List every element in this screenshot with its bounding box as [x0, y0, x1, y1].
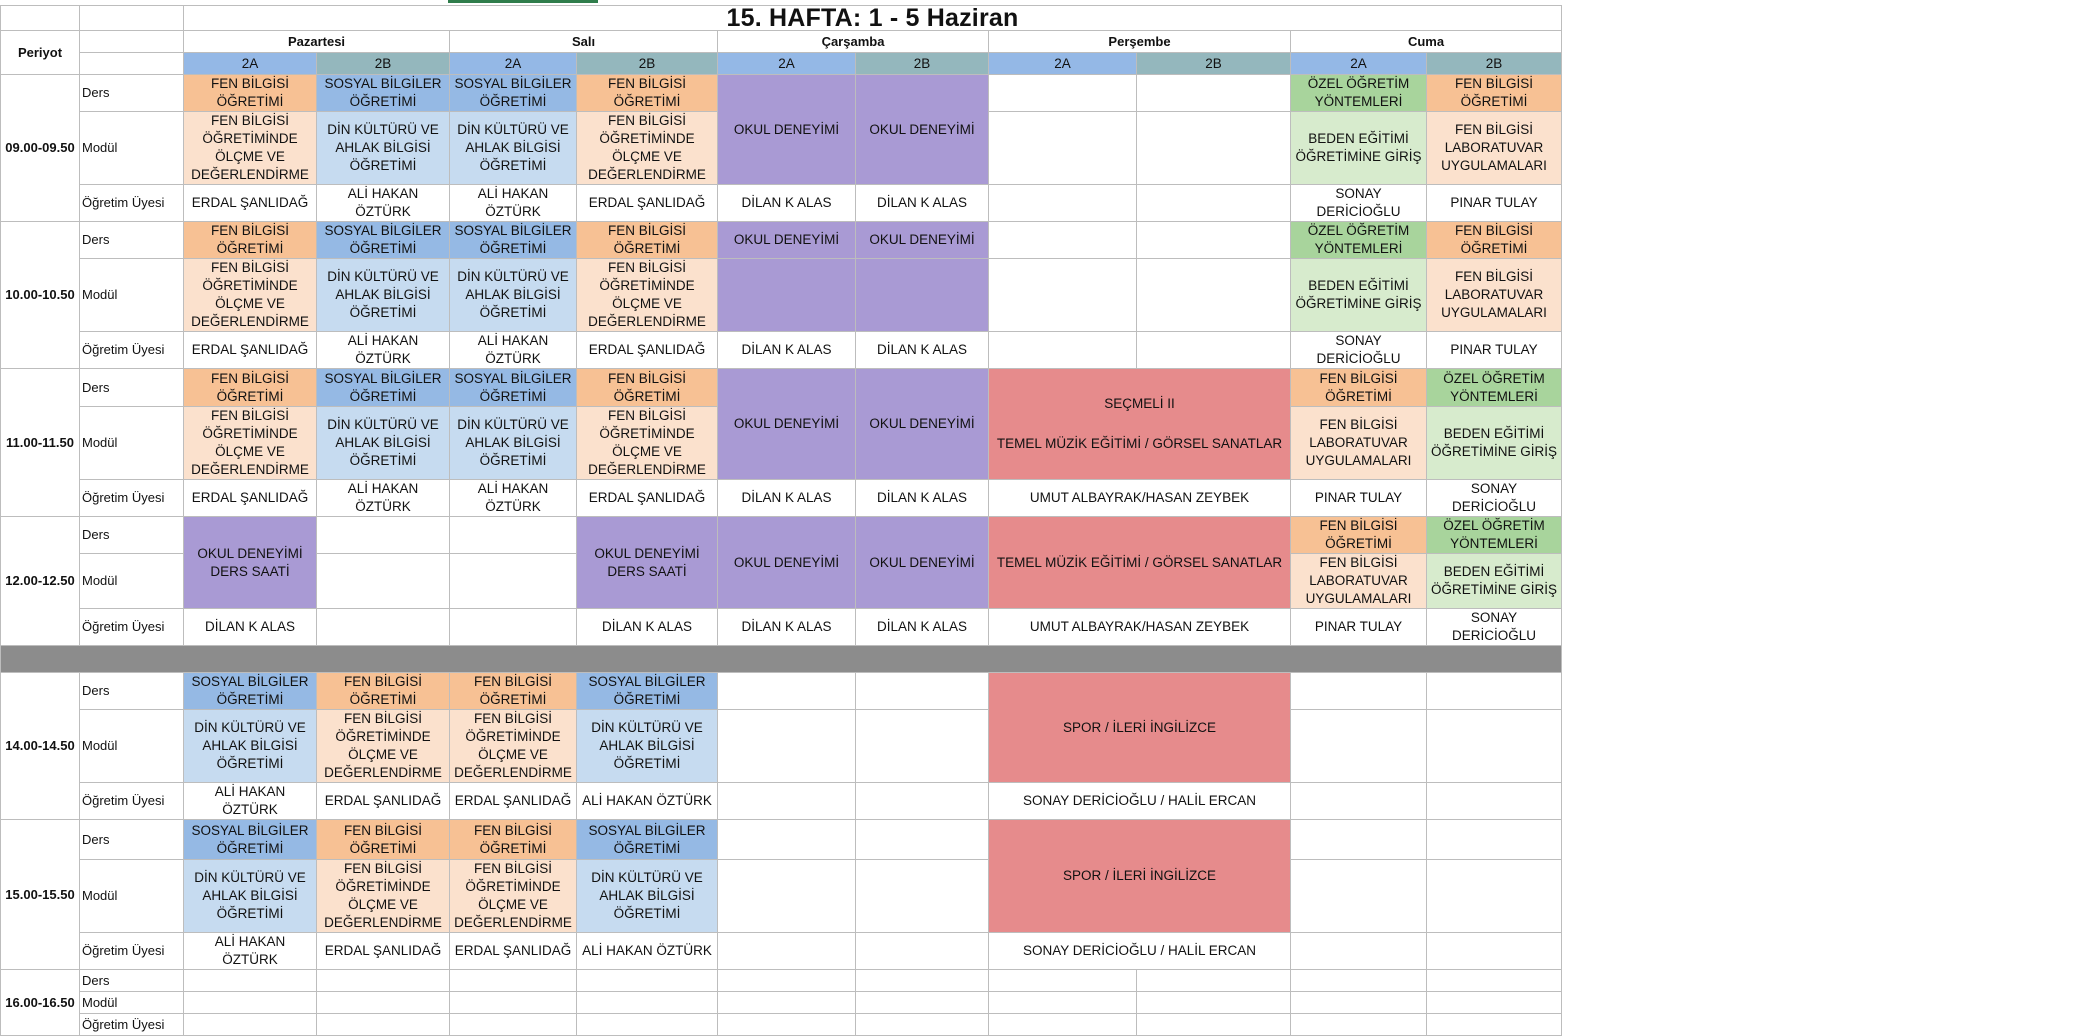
teacher-cell[interactable]: ERDAL ŞANLIDAĞ: [317, 933, 450, 970]
class-header-2a[interactable]: 2A: [450, 53, 577, 75]
row-label-ders[interactable]: Ders: [80, 517, 184, 554]
module-cell[interactable]: FEN BİLGİSİ LABORATUVAR UYGULAMALARI: [1291, 407, 1427, 480]
course-cell[interactable]: FEN BİLGİSİ ÖĞRETİMİ: [1291, 517, 1427, 554]
cell[interactable]: [718, 820, 856, 860]
teacher-cell[interactable]: ERDAL ŞANLIDAĞ: [184, 185, 317, 222]
teacher-cell[interactable]: ALİ HAKAN ÖZTÜRK: [184, 783, 317, 820]
course-cell[interactable]: OKUL DENEYİMİ: [856, 75, 989, 185]
cell[interactable]: [450, 554, 577, 609]
class-header-2b[interactable]: 2B: [577, 53, 718, 75]
teacher-cell[interactable]: ALİ HAKAN ÖZTÜRK: [577, 783, 718, 820]
module-cell[interactable]: FEN BİLGİSİ ÖĞRETİMİNDE ÖLÇME VE DEĞERLENDİRME: [577, 112, 718, 185]
teacher-cell[interactable]: PINAR TULAY: [1291, 480, 1427, 517]
cell[interactable]: [989, 112, 1137, 185]
cell[interactable]: [718, 710, 856, 783]
cell[interactable]: [1291, 860, 1427, 933]
cell[interactable]: [856, 783, 989, 820]
cell[interactable]: [317, 1014, 450, 1036]
row-label-ogretim[interactable]: Öğretim Üyesi: [80, 1014, 184, 1036]
teacher-cell[interactable]: PINAR TULAY: [1291, 609, 1427, 646]
cell[interactable]: [989, 185, 1137, 222]
teacher-cell[interactable]: SONAY DERİCİOĞLU / HALİL ERCAN: [989, 783, 1291, 820]
module-cell[interactable]: BEDEN EĞİTİMİ ÖĞRETİMİNE GİRİŞ: [1427, 407, 1562, 480]
cell[interactable]: [989, 970, 1137, 992]
row-label-ders[interactable]: Ders: [80, 369, 184, 407]
period-cell[interactable]: 09.00-09.50: [1, 75, 80, 222]
teacher-cell[interactable]: ALİ HAKAN ÖZTÜRK: [450, 332, 577, 369]
teacher-cell[interactable]: ERDAL ŞANLIDAĞ: [577, 332, 718, 369]
cell[interactable]: [989, 332, 1137, 369]
cell[interactable]: [856, 933, 989, 970]
teacher-cell[interactable]: ALİ HAKAN ÖZTÜRK: [317, 332, 450, 369]
module-cell[interactable]: DİN KÜLTÜRÜ VE AHLAK BİLGİSİ ÖĞRETİMİ: [317, 259, 450, 332]
module-cell[interactable]: FEN BİLGİSİ ÖĞRETİMİNDE ÖLÇME VE DEĞERLENDİRME: [450, 860, 577, 933]
module-cell[interactable]: DİN KÜLTÜRÜ VE AHLAK BİLGİSİ ÖĞRETİMİ: [577, 860, 718, 933]
teacher-cell[interactable]: ERDAL ŞANLIDAĞ: [577, 185, 718, 222]
cell[interactable]: [1137, 992, 1291, 1014]
cell[interactable]: [1137, 185, 1291, 222]
module-cell[interactable]: DİN KÜLTÜRÜ VE AHLAK BİLGİSİ ÖĞRETİMİ: [184, 860, 317, 933]
course-cell[interactable]: FEN BİLGİSİ ÖĞRETİMİ: [1427, 222, 1562, 259]
teacher-cell[interactable]: ALİ HAKAN ÖZTÜRK: [450, 480, 577, 517]
teacher-cell[interactable]: UMUT ALBAYRAK/HASAN ZEYBEK: [989, 609, 1291, 646]
teacher-cell[interactable]: ERDAL ŞANLIDAĞ: [450, 933, 577, 970]
day-header-tuesday[interactable]: Salı: [450, 31, 718, 53]
row-label-ogretim[interactable]: Öğretim Üyesi: [80, 783, 184, 820]
module-cell[interactable]: FEN BİLGİSİ ÖĞRETİMİNDE ÖLÇME VE DEĞERLENDİRME: [184, 259, 317, 332]
module-cell[interactable]: DİN KÜLTÜRÜ VE AHLAK BİLGİSİ ÖĞRETİMİ: [450, 259, 577, 332]
course-cell[interactable]: ÖZEL ÖĞRETİM YÖNTEMLERİ: [1291, 222, 1427, 259]
course-cell[interactable]: OKUL DENEYİMİ: [718, 517, 856, 609]
cell[interactable]: [1291, 1014, 1427, 1036]
cell[interactable]: [856, 992, 989, 1014]
cell[interactable]: [577, 992, 718, 1014]
cell[interactable]: [856, 860, 989, 933]
elective-title: SEÇMELİ II: [1104, 396, 1175, 411]
cell[interactable]: [1427, 673, 1562, 710]
row-label-ders[interactable]: Ders: [80, 673, 184, 710]
course-cell[interactable]: FEN BİLGİSİ ÖĞRETİMİ: [184, 75, 317, 112]
row-label-ogretim[interactable]: Öğretim Üyesi: [80, 480, 184, 517]
cell[interactable]: [989, 992, 1137, 1014]
module-cell[interactable]: FEN BİLGİSİ LABORATUVAR UYGULAMALARI: [1291, 554, 1427, 609]
cell[interactable]: [577, 1014, 718, 1036]
cell[interactable]: [450, 992, 577, 1014]
course-cell[interactable]: OKUL DENEYİMİ: [718, 222, 856, 259]
cell[interactable]: [1137, 332, 1291, 369]
cell[interactable]: [1291, 992, 1427, 1014]
teacher-cell[interactable]: ERDAL ŞANLIDAĞ: [184, 332, 317, 369]
lunch-break-bar: [1, 646, 1562, 673]
cell[interactable]: [989, 259, 1137, 332]
module-cell[interactable]: DİN KÜLTÜRÜ VE AHLAK BİLGİSİ ÖĞRETİMİ: [184, 710, 317, 783]
cell[interactable]: [1137, 75, 1291, 112]
cell[interactable]: [184, 970, 317, 992]
cell[interactable]: [1137, 259, 1291, 332]
course-cell[interactable]: ÖZEL ÖĞRETİM YÖNTEMLERİ: [1427, 369, 1562, 407]
cell[interactable]: [450, 1014, 577, 1036]
teacher-cell[interactable]: SONAY DERİCİOĞLU / HALİL ERCAN: [989, 933, 1291, 970]
row-label-modul[interactable]: Modül: [80, 710, 184, 783]
teacher-cell[interactable]: ERDAL ŞANLIDAĞ: [184, 480, 317, 517]
course-cell[interactable]: OKUL DENEYİMİ: [856, 517, 989, 609]
module-cell[interactable]: FEN BİLGİSİ ÖĞRETİMİNDE ÖLÇME VE DEĞERLENDİRME: [577, 259, 718, 332]
cell[interactable]: [1427, 820, 1562, 860]
elective-courses: TEMEL MÜZİK EĞİTİMİ / GÖRSEL SANATLAR: [996, 436, 1283, 451]
cell[interactable]: [856, 1014, 989, 1036]
period-header[interactable]: Periyot: [1, 31, 80, 75]
day-header-monday[interactable]: Pazartesi: [184, 31, 450, 53]
course-cell[interactable]: FEN BİLGİSİ ÖĞRETİMİ: [577, 75, 718, 112]
class-header-2a[interactable]: 2A: [718, 53, 856, 75]
module-cell[interactable]: DİN KÜLTÜRÜ VE AHLAK BİLGİSİ ÖĞRETİMİ: [450, 112, 577, 185]
day-header-thursday[interactable]: Perşembe: [989, 31, 1291, 53]
teacher-cell[interactable]: SONAY DERİCİOĞLU: [1291, 332, 1427, 369]
course-cell[interactable]: SOSYAL BİLGİLER ÖĞRETİMİ: [184, 673, 317, 710]
course-cell[interactable]: FEN BİLGİSİ ÖĞRETİMİ: [450, 673, 577, 710]
cell[interactable]: [856, 970, 989, 992]
module-cell[interactable]: FEN BİLGİSİ ÖĞRETİMİNDE ÖLÇME VE DEĞERLENDİRME: [577, 407, 718, 480]
teacher-cell[interactable]: DİLAN K ALAS: [718, 332, 856, 369]
cell[interactable]: [856, 259, 989, 332]
teacher-cell[interactable]: DİLAN K ALAS: [577, 609, 718, 646]
cell[interactable]: [1291, 710, 1427, 783]
cell[interactable]: [856, 710, 989, 783]
teacher-cell[interactable]: DİLAN K ALAS: [718, 609, 856, 646]
row-label-modul[interactable]: Modül: [80, 554, 184, 609]
teacher-cell[interactable]: ERDAL ŞANLIDAĞ: [317, 783, 450, 820]
course-cell[interactable]: SOSYAL BİLGİLER ÖĞRETİMİ: [317, 222, 450, 259]
module-cell[interactable]: DİN KÜLTÜRÜ VE AHLAK BİLGİSİ ÖĞRETİMİ: [317, 112, 450, 185]
cell[interactable]: [856, 820, 989, 860]
course-cell[interactable]: SOSYAL BİLGİLER ÖĞRETİMİ: [184, 820, 317, 860]
cell[interactable]: [718, 783, 856, 820]
module-cell[interactable]: BEDEN EĞİTİMİ ÖĞRETİMİNE GİRİŞ: [1427, 554, 1562, 609]
cell[interactable]: [1291, 783, 1427, 820]
course-cell[interactable]: OKUL DENEYİMİ: [856, 222, 989, 259]
module-cell[interactable]: FEN BİLGİSİ ÖĞRETİMİNDE ÖLÇME VE DEĞERLENDİRME: [317, 860, 450, 933]
period-cell[interactable]: 10.00-10.50: [1, 222, 80, 369]
course-cell[interactable]: SOSYAL BİLGİLER ÖĞRETİMİ: [450, 75, 577, 112]
cell[interactable]: [989, 1014, 1137, 1036]
row-label-ogretim[interactable]: Öğretim Üyesi: [80, 185, 184, 222]
row-label-ogretim[interactable]: Öğretim Üyesi: [80, 933, 184, 970]
module-cell[interactable]: DİN KÜLTÜRÜ VE AHLAK BİLGİSİ ÖĞRETİMİ: [577, 710, 718, 783]
elective-cell[interactable]: SPOR / İLERİ İNGİLİZCE: [989, 673, 1291, 783]
row-label-ders[interactable]: Ders: [80, 970, 184, 992]
cell[interactable]: [718, 1014, 856, 1036]
cell[interactable]: [989, 222, 1137, 259]
course-cell[interactable]: OKUL DENEYİMİ DERS SAATİ: [184, 517, 317, 609]
row-label-modul[interactable]: Modül: [80, 860, 184, 933]
teacher-cell[interactable]: ERDAL ŞANLIDAĞ: [577, 480, 718, 517]
cell[interactable]: [1, 6, 80, 31]
class-header-2a[interactable]: 2A: [184, 53, 317, 75]
teacher-cell[interactable]: PINAR TULAY: [1427, 185, 1562, 222]
cell[interactable]: [1137, 112, 1291, 185]
course-cell[interactable]: FEN BİLGİSİ ÖĞRETİMİ: [184, 369, 317, 407]
course-cell[interactable]: FEN BİLGİSİ ÖĞRETİMİ: [317, 820, 450, 860]
cell[interactable]: [184, 1014, 317, 1036]
course-cell[interactable]: FEN BİLGİSİ ÖĞRETİMİ: [317, 673, 450, 710]
module-cell[interactable]: DİN KÜLTÜRÜ VE AHLAK BİLGİSİ ÖĞRETİMİ: [450, 407, 577, 480]
cell[interactable]: [80, 31, 184, 53]
course-cell[interactable]: SOSYAL BİLGİLER ÖĞRETİMİ: [577, 673, 718, 710]
course-cell[interactable]: OKUL DENEYİMİ: [718, 369, 856, 480]
course-cell[interactable]: SOSYAL BİLGİLER ÖĞRETİMİ: [577, 820, 718, 860]
course-cell[interactable]: FEN BİLGİSİ ÖĞRETİMİ: [1427, 75, 1562, 112]
period-cell[interactable]: 16.00-16.50: [1, 970, 80, 1036]
teacher-cell[interactable]: DİLAN K ALAS: [718, 185, 856, 222]
day-header-wednesday[interactable]: Çarşamba: [718, 31, 989, 53]
teacher-cell[interactable]: ALİ HAKAN ÖZTÜRK: [450, 185, 577, 222]
teacher-cell[interactable]: DİLAN K ALAS: [718, 480, 856, 517]
teacher-cell[interactable]: DİLAN K ALAS: [856, 480, 989, 517]
row-label-modul[interactable]: Modül: [80, 259, 184, 332]
cell[interactable]: [450, 517, 577, 554]
cell[interactable]: [1427, 970, 1562, 992]
cell[interactable]: [317, 517, 450, 554]
cell[interactable]: [1137, 1014, 1291, 1036]
period-cell[interactable]: 15.00-15.50: [1, 820, 80, 970]
module-cell[interactable]: BEDEN EĞİTİMİ ÖĞRETİMİNE GİRİŞ: [1291, 259, 1427, 332]
row-label-modul[interactable]: Modül: [80, 112, 184, 185]
schedule-title[interactable]: 15. HAFTA: 1 - 5 Haziran: [184, 6, 1562, 31]
day-header-friday[interactable]: Cuma: [1291, 31, 1562, 53]
course-cell[interactable]: FEN BİLGİSİ ÖĞRETİMİ: [577, 222, 718, 259]
teacher-cell[interactable]: SONAY DERİCİOĞLU: [1427, 480, 1562, 517]
course-cell[interactable]: OKUL DENEYİMİ: [718, 75, 856, 185]
cell[interactable]: [1137, 222, 1291, 259]
class-header-2b[interactable]: 2B: [317, 53, 450, 75]
module-cell[interactable]: FEN BİLGİSİ ÖĞRETİMİNDE ÖLÇME VE DEĞERLENDİRME: [317, 710, 450, 783]
cell[interactable]: [718, 259, 856, 332]
course-cell[interactable]: FEN BİLGİSİ ÖĞRETİMİ: [577, 369, 718, 407]
course-cell[interactable]: SOSYAL BİLGİLER ÖĞRETİMİ: [317, 75, 450, 112]
teacher-cell[interactable]: ALİ HAKAN ÖZTÜRK: [577, 933, 718, 970]
teacher-cell[interactable]: SONAY DERİCİOĞLU: [1291, 185, 1427, 222]
cell[interactable]: [718, 970, 856, 992]
module-cell[interactable]: FEN BİLGİSİ LABORATUVAR UYGULAMALARI: [1427, 259, 1562, 332]
cell[interactable]: [450, 609, 577, 646]
row-label-modul[interactable]: Modül: [80, 407, 184, 480]
cell[interactable]: [80, 6, 184, 31]
course-cell[interactable]: OKUL DENEYİMİ: [856, 369, 989, 480]
period-cell[interactable]: 14.00-14.50: [1, 673, 80, 820]
cell[interactable]: [450, 970, 577, 992]
cell[interactable]: [856, 673, 989, 710]
active-sheet-tab-indicator: [448, 0, 598, 3]
schedule-table: [0, 5, 1562, 1036]
cell[interactable]: [718, 992, 856, 1014]
elective-cell[interactable]: [989, 369, 1291, 480]
cell[interactable]: [1291, 820, 1427, 860]
cell[interactable]: [718, 933, 856, 970]
row-label-ogretim[interactable]: Öğretim Üyesi: [80, 332, 184, 369]
cell[interactable]: [1427, 860, 1562, 933]
cell[interactable]: [1427, 710, 1562, 783]
teacher-cell[interactable]: DİLAN K ALAS: [184, 609, 317, 646]
class-header-2b[interactable]: 2B: [1427, 53, 1562, 75]
teacher-cell[interactable]: PINAR TULAY: [1427, 332, 1562, 369]
cell[interactable]: [1291, 970, 1427, 992]
cell[interactable]: [317, 992, 450, 1014]
teacher-cell[interactable]: ALİ HAKAN ÖZTÜRK: [184, 933, 317, 970]
cell[interactable]: [1427, 992, 1562, 1014]
cell[interactable]: [718, 860, 856, 933]
teacher-cell[interactable]: ALİ HAKAN ÖZTÜRK: [317, 185, 450, 222]
course-cell[interactable]: SOSYAL BİLGİLER ÖĞRETİMİ: [450, 222, 577, 259]
teacher-cell[interactable]: SONAY DERİCİOĞLU: [1427, 609, 1562, 646]
course-cell[interactable]: OKUL DENEYİMİ DERS SAATİ: [577, 517, 718, 609]
module-cell[interactable]: FEN BİLGİSİ LABORATUVAR UYGULAMALARI: [1427, 112, 1562, 185]
row-label-ders[interactable]: Ders: [80, 75, 184, 112]
teacher-cell[interactable]: ERDAL ŞANLIDAĞ: [450, 783, 577, 820]
cell[interactable]: [1291, 933, 1427, 970]
row-label-ders[interactable]: Ders: [80, 820, 184, 860]
cell[interactable]: [1427, 933, 1562, 970]
cell[interactable]: [184, 992, 317, 1014]
cell[interactable]: [1427, 1014, 1562, 1036]
cell[interactable]: [317, 609, 450, 646]
period-cell[interactable]: 12.00-12.50: [1, 517, 80, 646]
teacher-cell[interactable]: DİLAN K ALAS: [856, 609, 989, 646]
cell[interactable]: [577, 970, 718, 992]
period-cell[interactable]: 11.00-11.50: [1, 369, 80, 517]
cell[interactable]: [1291, 673, 1427, 710]
module-cell[interactable]: FEN BİLGİSİ ÖĞRETİMİNDE ÖLÇME VE DEĞERLENDİRME: [184, 407, 317, 480]
cell[interactable]: [80, 53, 184, 75]
module-cell[interactable]: BEDEN EĞİTİMİ ÖĞRETİMİNE GİRİŞ: [1291, 112, 1427, 185]
cell[interactable]: [1137, 970, 1291, 992]
teacher-cell[interactable]: DİLAN K ALAS: [856, 185, 989, 222]
cell[interactable]: [317, 970, 450, 992]
class-header-2a[interactable]: 2A: [989, 53, 1137, 75]
course-cell[interactable]: FEN BİLGİSİ ÖĞRETİMİ: [450, 820, 577, 860]
course-cell[interactable]: FEN BİLGİSİ ÖĞRETİMİ: [184, 222, 317, 259]
cell[interactable]: [989, 75, 1137, 112]
course-cell[interactable]: ÖZEL ÖĞRETİM YÖNTEMLERİ: [1291, 75, 1427, 112]
course-cell[interactable]: SOSYAL BİLGİLER ÖĞRETİMİ: [317, 369, 450, 407]
cell[interactable]: [317, 554, 450, 609]
module-cell[interactable]: FEN BİLGİSİ ÖĞRETİMİNDE ÖLÇME VE DEĞERLENDİRME: [450, 710, 577, 783]
teacher-cell[interactable]: DİLAN K ALAS: [856, 332, 989, 369]
cell[interactable]: [718, 673, 856, 710]
module-cell[interactable]: FEN BİLGİSİ ÖĞRETİMİNDE ÖLÇME VE DEĞERLENDİRME: [184, 112, 317, 185]
teacher-cell[interactable]: ALİ HAKAN ÖZTÜRK: [317, 480, 450, 517]
elective-cell[interactable]: SPOR / İLERİ İNGİLİZCE: [989, 820, 1291, 933]
cell[interactable]: [1427, 783, 1562, 820]
row-label-ogretim[interactable]: Öğretim Üyesi: [80, 609, 184, 646]
course-cell[interactable]: SOSYAL BİLGİLER ÖĞRETİMİ: [450, 369, 577, 407]
row-label-ders[interactable]: Ders: [80, 222, 184, 259]
class-header-2b[interactable]: 2B: [1137, 53, 1291, 75]
row-label-modul[interactable]: Modül: [80, 992, 184, 1014]
course-cell[interactable]: FEN BİLGİSİ ÖĞRETİMİ: [1291, 369, 1427, 407]
teacher-cell[interactable]: UMUT ALBAYRAK/HASAN ZEYBEK: [989, 480, 1291, 517]
module-cell[interactable]: DİN KÜLTÜRÜ VE AHLAK BİLGİSİ ÖĞRETİMİ: [317, 407, 450, 480]
elective-cell[interactable]: TEMEL MÜZİK EĞİTİMİ / GÖRSEL SANATLAR: [989, 517, 1291, 609]
course-cell[interactable]: ÖZEL ÖĞRETİM YÖNTEMLERİ: [1427, 517, 1562, 554]
class-header-2b[interactable]: 2B: [856, 53, 989, 75]
class-header-2a[interactable]: 2A: [1291, 53, 1427, 75]
